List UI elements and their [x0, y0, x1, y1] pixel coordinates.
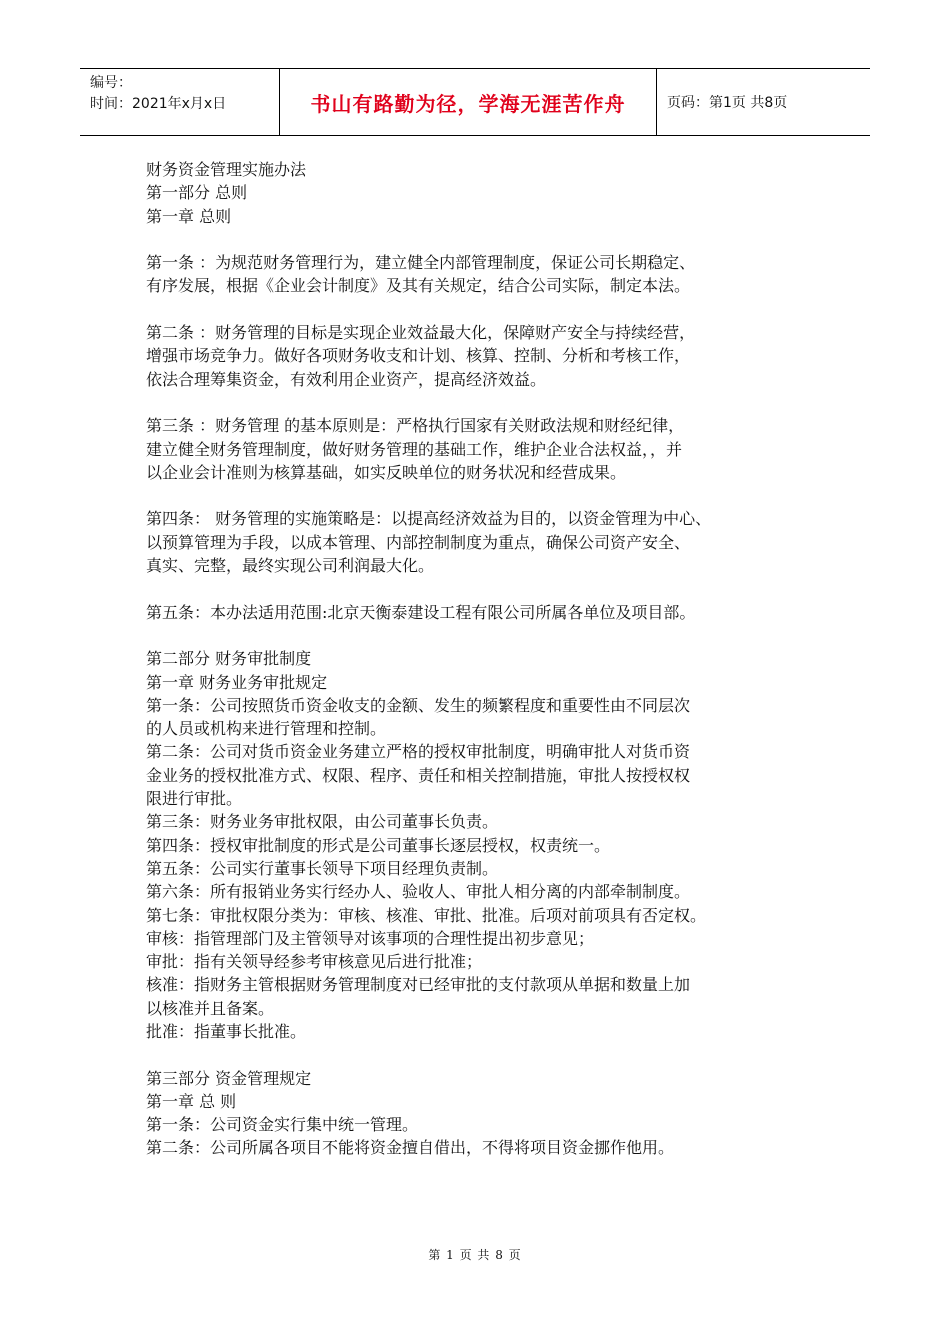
text-line: 第一章 财务业务审批规定 [146, 672, 328, 692]
text-line: 第一章 总 则 [146, 1091, 237, 1111]
text-line: 第五条：本办法适用范围:北京天衡泰建设工程有限公司所属各单位及项目部。 [146, 602, 696, 622]
text-line: 依法合理筹集资金，有效利用企业资产，提高经济效益。 [146, 369, 547, 389]
blank-line [146, 577, 816, 600]
text-line: 的人员或机构来进行管理和控制。 [146, 719, 387, 739]
text-line: 第二条：公司对货币资金业务建立严格的授权审批制度，明确审批人对货币资 [146, 742, 691, 762]
header-page-cell [657, 69, 870, 135]
motto: 书山有路勤为径，学海无涯苦作舟 [310, 91, 626, 116]
blank-line [146, 484, 816, 507]
text-line: 第一条：公司按照货币资金收支的金额、发生的频繁程度和重要性由不同层次 [146, 695, 691, 715]
text-line: 以预算管理为手段，以成本管理、内部控制制度为重点，确保公司资产安全、 [146, 532, 691, 552]
blank-line [146, 1043, 816, 1066]
text-line: 财务资金管理实施办法 [146, 160, 307, 179]
text-line: 第四条： 财务管理的实施策略是：以提高经济效益为目的，以资金管理为中心、 [146, 509, 712, 529]
footer-page-number: 第 1 页 共 8 页 [428, 1248, 522, 1262]
header-meta-cell [80, 69, 280, 135]
text-line: 第三条 ：财务管理 的基本原则是：严格执行国家有关财政法规和财经纪律， [146, 416, 685, 436]
text-line: 第二条：公司所属各项目不能将资金擅自借出，不得将项目资金挪作他用。 [146, 1138, 675, 1158]
text-line: 第三条：财务业务审批权限，由公司董事长负责。 [146, 812, 499, 832]
text-line: 第一部分 总则 [146, 183, 248, 203]
time-label: 时间：2021年x月x日 [90, 96, 227, 112]
page-footer [0, 1246, 950, 1263]
text-line: 限进行审批。 [146, 789, 243, 809]
text-line: 真实、完整，最终实现公司利润最大化。 [146, 556, 435, 576]
text-line: 金业务的授权批准方式、权限、程序、责任和相关控制措施，审批人按授权权 [146, 765, 691, 785]
text-line: 建立健全财务管理制度，做好财务管理的基础工作，维护企业合法权益，，并 [146, 439, 683, 459]
text-line: 有序发展，根据《企业会计制度》及其有关规定，结合公司实际，制定本法。 [146, 276, 691, 296]
text-line: 第五条：公司实行董事长领导下项目经理负责制。 [146, 858, 499, 878]
document-body [146, 158, 816, 1160]
text-line: 第三部分 资金管理规定 [146, 1068, 312, 1088]
page-info: 页码：第1页 共8页 [667, 95, 788, 111]
text-line: 增强市场竞争力。做好各项财务收支和计划、核算、控制、分析和考核工作， [146, 346, 691, 366]
text-line: 第七条：审批权限分类为：审核、核准、审批、批准。后项对前项具有否定权。 [146, 905, 707, 925]
text-line: 以核准并且备案。 [146, 998, 275, 1018]
text-line: 第六条：所有报销业务实行经办人、验收人、审批人相分离的内部牵制制度。 [146, 882, 691, 902]
text-line: 第四条：授权审批制度的形式是公司董事长逐层授权，权责统一。 [146, 835, 611, 855]
blank-line [146, 391, 816, 414]
header-motto-cell [280, 69, 657, 135]
blank-line [146, 228, 816, 251]
blank-line [146, 624, 816, 647]
text-line: 以企业会计准则为核算基础，如实反映单位的财务状况和经营成果。 [146, 462, 627, 482]
serial-label: 编号： [90, 75, 132, 91]
text-line: 核准：指财务主管根据财务管理制度对已经审批的支付款项从单据和数量上加 [146, 975, 691, 995]
text-line: 第二部分 财务审批制度 [146, 649, 312, 669]
document-header [80, 68, 870, 136]
text-line: 第一条：公司资金实行集中统一管理。 [146, 1115, 419, 1135]
text-line: 第二条 ：财务管理的目标是实现企业效益最大化，保障财产安全与持续经营， [146, 323, 696, 343]
blank-line [146, 298, 816, 321]
text-line: 第一条 ：为规范财务管理行为，建立健全内部管理制度，保证公司长期稳定、 [146, 253, 696, 273]
text-line: 批准：指董事长批准。 [146, 1021, 307, 1041]
text-line: 第一章 总则 [146, 206, 232, 226]
text-line: 审批：指有关领导经参考审核意见后进行批准； [146, 952, 483, 972]
text-line: 审核：指管理部门及主管领导对该事项的合理性提出初步意见； [146, 928, 595, 948]
